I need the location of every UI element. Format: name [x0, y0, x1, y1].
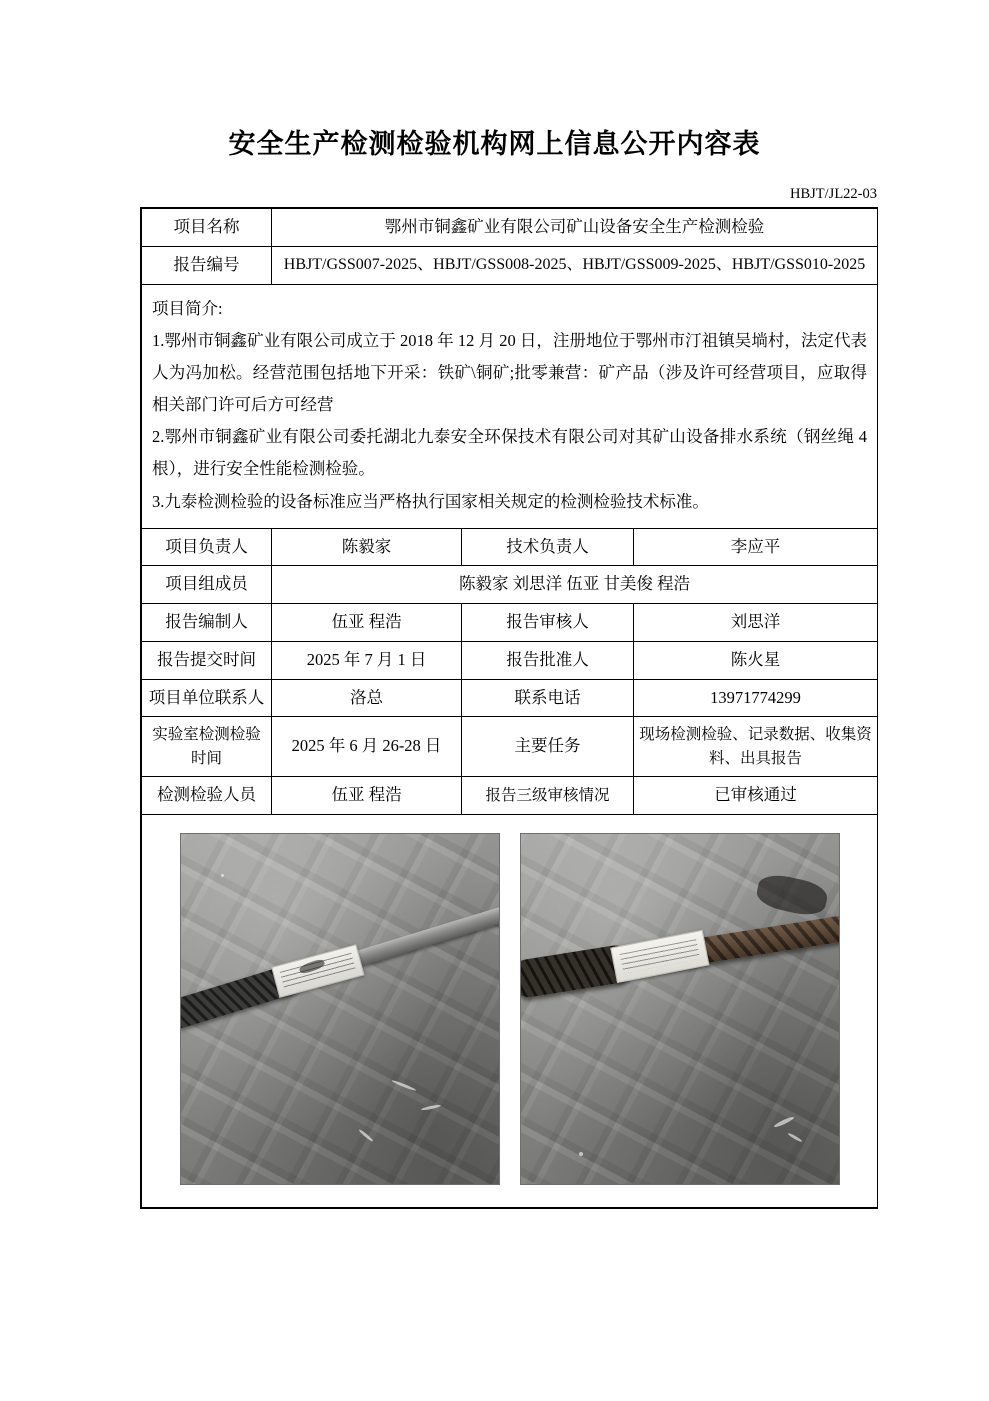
report-reviewer-value: 刘思洋 [634, 604, 878, 642]
report-no-label: 报告编号 [142, 246, 272, 284]
table-row [142, 717, 878, 777]
three-level-review-label: 报告三级审核情况 [462, 776, 634, 814]
report-reviewer-label: 报告审核人 [462, 604, 634, 642]
inspection-photo-2 [520, 833, 840, 1185]
report-author-value: 伍亚 程浩 [272, 604, 462, 642]
contact-phone-value: 13971774299 [634, 679, 878, 717]
project-name-value: 鄂州市铜鑫矿业有限公司矿山设备安全生产检测检验 [272, 209, 878, 247]
report-approver-value: 陈火星 [634, 641, 878, 679]
table-row [142, 641, 878, 679]
table-row [142, 209, 878, 247]
submit-time-label: 报告提交时间 [142, 641, 272, 679]
main-task-value: 现场检测检验、记录数据、收集资料、出具报告 [634, 717, 878, 777]
report-approver-label: 报告批准人 [462, 641, 634, 679]
report-no-value: HBJT/GSS007-2025、HBJT/GSS008-2025、HBJT/GSS009-2025、HBJT/GSS010-2025 [272, 246, 878, 284]
contact-person-value: 洛总 [272, 679, 462, 717]
technical-leader-value: 李应平 [634, 528, 878, 566]
project-intro-item-1: 1.鄂州市铜鑫矿业有限公司成立于 2018 年 12 月 20 日，注册地位于鄂州市汀祖镇吴埫村，法定代表人为冯加松。经营范围包括地下开采：铁矿\铜矿;批零兼营：矿产品（涉及许可经营项目，应取得相关部门许可后方可经营 [152, 330, 867, 415]
project-name-label: 项目名称 [142, 209, 272, 247]
report-author-label: 报告编制人 [142, 604, 272, 642]
lab-test-time-value: 2025 年 6 月 26-28 日 [272, 717, 462, 777]
main-task-label: 主要任务 [462, 717, 634, 777]
info-table [141, 208, 878, 1208]
form-code: HBJT/JL22-03 [790, 186, 877, 202]
table-row-intro [142, 284, 878, 528]
three-level-review-value: 已审核通过 [634, 776, 878, 814]
project-intro-item-2: 2.鄂州市铜鑫矿业有限公司委托湖北九泰安全环保技术有限公司对其矿山设备排水系统（钢丝绳 4 根），进行安全性能检测检验。 [152, 427, 867, 479]
technical-leader-label: 技术负责人 [462, 528, 634, 566]
submit-time-value: 2025 年 7 月 1 日 [272, 641, 462, 679]
inspectors-value: 伍亚 程浩 [272, 776, 462, 814]
project-intro-label: 项目简介: [152, 298, 223, 318]
table-row [142, 566, 878, 604]
table-row [142, 604, 878, 642]
project-leader-label: 项目负责人 [142, 528, 272, 566]
inspection-photo-1 [180, 833, 500, 1185]
info-table-frame [140, 207, 878, 1209]
page-title: 安全生产检测检验机构网上信息公开内容表 [228, 129, 761, 159]
project-intro-item-3: 3.九泰检测检验的设备标准应当严格执行国家相关规定的检测检验技术标准。 [152, 491, 709, 511]
contact-phone-label: 联系电话 [462, 679, 634, 717]
project-leader-value: 陈毅家 [272, 528, 462, 566]
table-row [142, 528, 878, 566]
photos-cell [142, 814, 878, 1207]
team-members-label: 项目组成员 [142, 566, 272, 604]
team-members-value: 陈毅家 刘思洋 伍亚 甘美俊 程浩 [272, 566, 878, 604]
photo-row [142, 833, 877, 1185]
contact-person-label: 项目单位联系人 [142, 679, 272, 717]
debris-speck [579, 1152, 583, 1156]
project-intro-cell [142, 284, 878, 528]
table-row [142, 776, 878, 814]
table-row [142, 246, 878, 284]
inspectors-label: 检测检验人员 [142, 776, 272, 814]
table-row [142, 679, 878, 717]
debris-speck [221, 874, 224, 877]
lab-test-time-label: 实验室检测检验时间 [142, 717, 272, 777]
table-row-photos [142, 814, 878, 1207]
